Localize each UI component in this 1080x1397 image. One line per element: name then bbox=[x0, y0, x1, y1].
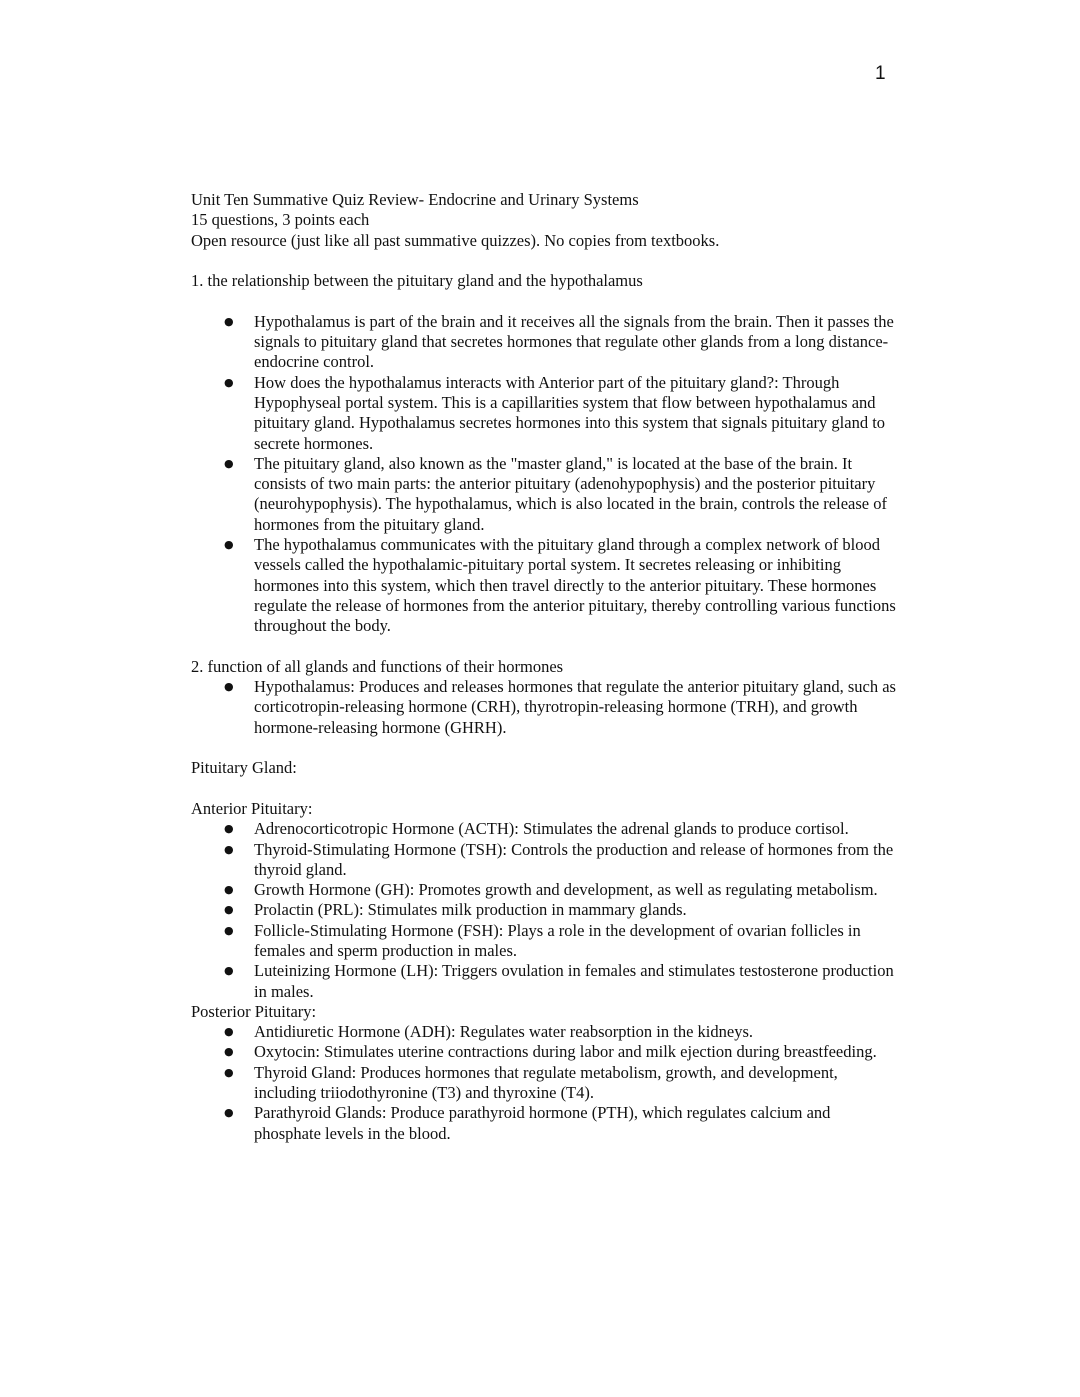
list-item: ● Hypothalamus: Produces and releases hormones that regulate the anterior pituitary gland, such as corticotropin-releasing hormone (CRH), thyrotropin-releasing hormone (TRH), and growth hormone-releasing hormone (GHRH). bbox=[191, 677, 896, 738]
resource-note: Open resource (just like all past summative quizzes). No copies from textbooks. bbox=[191, 230, 720, 250]
section1-heading: 1. the relationship between the pituitary gland and the hypothalamus bbox=[191, 271, 643, 291]
page-number: 1 bbox=[875, 63, 886, 84]
list-item: ● Hypothalamus is part of the brain and it receives all the signals from the brain. Then it passes the signals to pituitary gland that secretes hormones that regulate other glands from a long distance-endocrine control. bbox=[191, 312, 896, 373]
posterior-pituitary-list bbox=[191, 1022, 896, 1144]
list-item: ● Thyroid Gland: Produces hormones that regulate metabolism, growth, and development, including triiodothyronine (T3) and thyroxine (T4). bbox=[191, 1063, 896, 1104]
anterior-pituitary-heading: Anterior Pituitary: bbox=[191, 798, 313, 818]
list-item: ● Luteinizing Hormone (LH): Triggers ovulation in females and stimulates testosterone production in males. bbox=[191, 961, 896, 1002]
list-item: ● Growth Hormone (GH): Promotes growth and development, as well as regulating metabolism. bbox=[191, 880, 896, 900]
list-item: ● Thyroid-Stimulating Hormone (TSH): Controls the production and release of hormones from the thyroid gland. bbox=[191, 840, 896, 881]
document-title: Unit Ten Summative Quiz Review- Endocrine and Urinary Systems bbox=[191, 190, 639, 209]
list-item: ● Prolactin (PRL): Stimulates milk production in mammary glands. bbox=[191, 900, 896, 920]
section1-list bbox=[191, 312, 896, 637]
list-item: ● Adrenocorticotropic Hormone (ACTH): Stimulates the adrenal glands to produce cortisol. bbox=[191, 819, 896, 839]
posterior-pituitary-heading: Posterior Pituitary: bbox=[191, 1001, 317, 1021]
list-item: ● Follicle-Stimulating Hormone (FSH): Plays a role in the development of ovarian follicles in females and sperm production in males. bbox=[191, 921, 896, 962]
question-count: 15 questions, 3 points each bbox=[191, 210, 370, 230]
section2-heading: 2. function of all glands and functions of their hormones bbox=[191, 656, 564, 676]
list-item: ● Antidiuretic Hormone (ADH): Regulates water reabsorption in the kidneys. bbox=[191, 1022, 896, 1042]
list-item: ● The pituitary gland, also known as the "master gland," is located at the base of the brain. It consists of two main parts: the anterior pituitary (adenohypophysis) and the posterior pituitary (neurohypophysis). The hypothalamus, which is also located in the brain, controls the release of hormones from the pituitary gland. bbox=[191, 454, 896, 535]
list-item: ● Oxytocin: Stimulates uterine contractions during labor and milk ejection during breastfeeding. bbox=[191, 1042, 896, 1062]
list-item: ● Parathyroid Glands: Produce parathyroid hormone (PTH), which regulates calcium and phosphate levels in the blood. bbox=[191, 1103, 896, 1144]
pituitary-heading: Pituitary Gland: bbox=[191, 758, 297, 778]
list-item: ● How does the hypothalamus interacts with Anterior part of the pituitary gland?: Through Hypophyseal portal system. This is a capillarities system that flow between hypothalamus and pituitary gland. Hypothalamus secretes hormones into this system that signals pituitary gland to secrete hormones. bbox=[191, 373, 896, 454]
section2-list bbox=[191, 677, 896, 738]
document-body bbox=[191, 190, 896, 1144]
list-item: ● The hypothalamus communicates with the pituitary gland through a complex network of blood vessels called the hypothalamic-pituitary portal system. It secretes releasing or inhibiting hormones into this system, which then travel directly to the anterior pituitary. These hormones regulate the release of hormones from the anterior pituitary, thereby controlling various functions throughout the body. bbox=[191, 535, 896, 636]
anterior-pituitary-list bbox=[191, 819, 896, 1002]
